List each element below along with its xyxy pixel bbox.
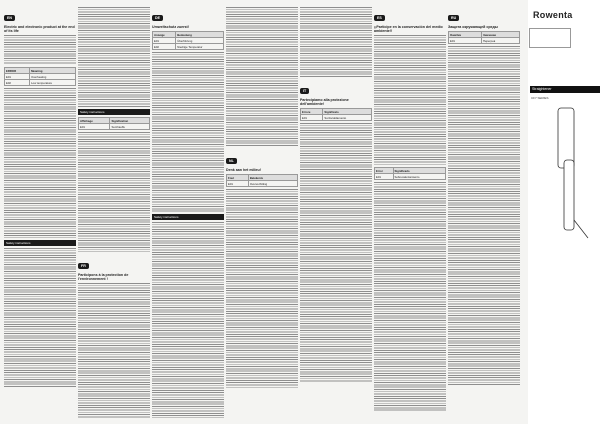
- product-title: Straightener: [530, 86, 600, 93]
- column-title: Partecipiamo alla protezione dell'ambiente!: [300, 98, 349, 106]
- body-text: [78, 7, 150, 107]
- section-bar: Safety instructions: [152, 214, 224, 220]
- section-bar: Safety instructions: [78, 109, 150, 115]
- column-title: Participons à la protection de l'environnement !: [78, 273, 129, 281]
- body-text: [374, 182, 446, 412]
- body-text: [300, 7, 372, 77]
- error-table: ERROR Meaning E01 Overheating E02 Low temperature: [4, 67, 76, 86]
- error-table: Error Significado E01 Sobrecalentamiento: [374, 167, 446, 180]
- error-table: Affichage Signification E01 Surchauffe: [78, 117, 150, 130]
- text-column: [226, 6, 298, 418]
- language-index-box: [529, 28, 571, 48]
- body-text: [78, 283, 150, 418]
- brand-logo: Rowenta: [533, 10, 573, 20]
- body-text: [226, 7, 298, 147]
- column-title: ¡¡Participe en la conservación del medio ambiente!!: [374, 25, 443, 33]
- column-title: Защита окружающей среды: [448, 25, 498, 29]
- body-text: [152, 222, 224, 418]
- column-title: Electric and electronic product at the end of its life: [4, 25, 75, 33]
- body-text: [4, 248, 76, 388]
- power-cord: [574, 220, 588, 238]
- text-column: [78, 6, 150, 418]
- error-table: Fout Betekenis E01 Oververhitting: [226, 174, 298, 187]
- language-tab: ES: [374, 15, 385, 21]
- text-column: [152, 6, 224, 418]
- body-text: [374, 35, 446, 165]
- error-table: Errore Significato E01 Surriscaldamento: [300, 108, 372, 121]
- language-tab: NL: [226, 158, 237, 164]
- body-text: [300, 123, 372, 383]
- body-text: [4, 88, 76, 238]
- language-tab: RU: [448, 15, 459, 21]
- model-line: CF7 SERIES: [531, 96, 549, 100]
- language-tab: DE: [152, 15, 163, 21]
- straightener-handle: [564, 160, 574, 230]
- text-column: [4, 6, 76, 418]
- body-text: [226, 189, 298, 389]
- straightener-arm: [558, 108, 574, 168]
- text-column: [448, 6, 520, 418]
- section-bar: Safety instructions: [4, 240, 76, 246]
- product-diagram: [528, 100, 600, 240]
- error-table: Anzeige Bedeutung E01 Überhitzung E02 Niedrige Temperatur: [152, 31, 224, 50]
- column-title: Denk aan het milieu!: [226, 168, 261, 172]
- column-title: Umweltschutz zuerst!: [152, 25, 189, 29]
- body-text: [448, 46, 520, 386]
- language-tab: FR: [78, 263, 89, 269]
- body-text: [4, 35, 76, 65]
- text-column: [374, 6, 446, 418]
- language-tab: EN: [4, 15, 15, 21]
- error-table: Ошибка Значение E01 Перегрев: [448, 31, 520, 44]
- body-text: [78, 132, 150, 252]
- body-text: [152, 52, 224, 212]
- language-tab: IT: [300, 88, 309, 94]
- text-column: [300, 6, 372, 418]
